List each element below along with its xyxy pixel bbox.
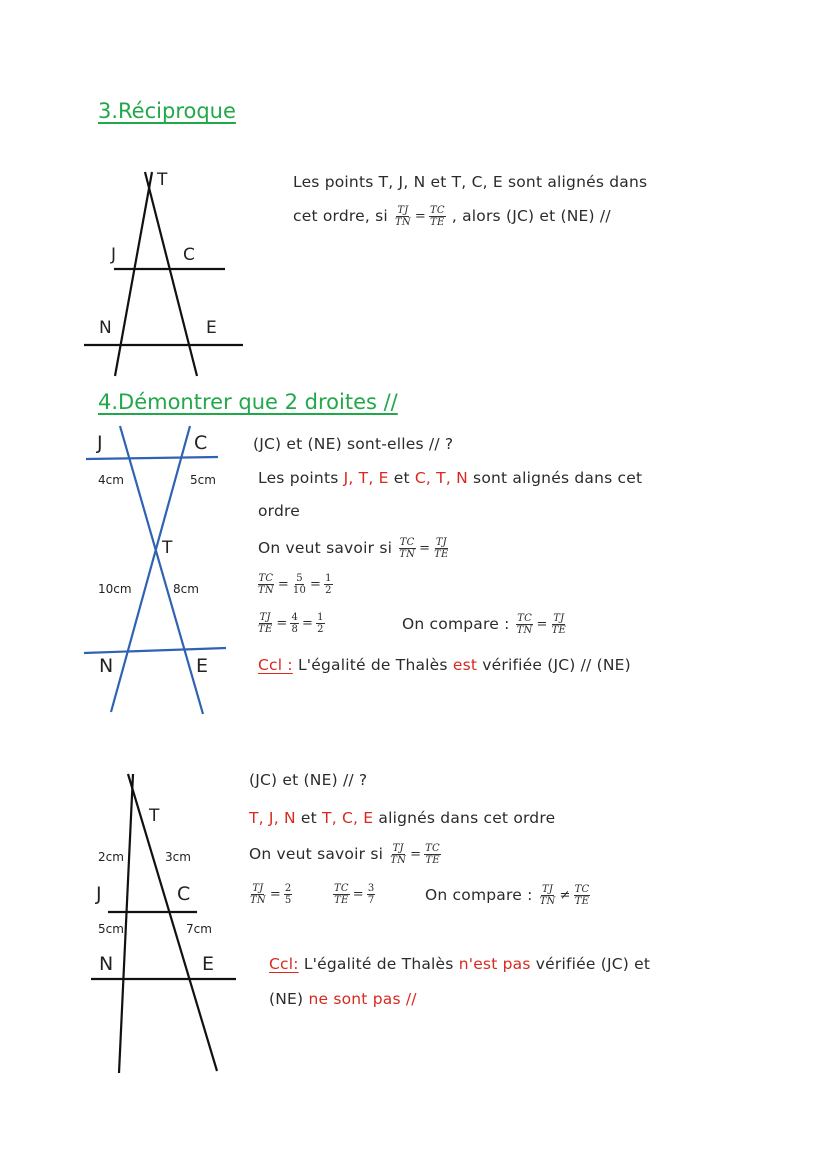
ex2-label-T: T [149,806,160,826]
ex1-compare: On compare : $\frac{TC}{TN}$ = $\frac{TJ}{TE}$ [402,613,566,636]
ex2-label-C: C [177,883,191,905]
ex1-length-TE: 8cm [173,582,199,596]
section3-heading: 3.Réciproque [98,99,236,123]
fraction-TC-TE: $\frac{TC}{TE}$ [429,205,445,228]
point-label-J: J [111,245,117,265]
ex2-label-E: E [202,953,215,975]
ex2-conclusion-line2: (NE) ne sont pas // [269,990,417,1008]
ex2-question: (JC) et (NE) // ? [249,771,368,789]
ex2-conclusion: Ccl: L'égalité de Thalès n'est pas vérifiée (JC) et [269,955,651,973]
ex2-length-JN: 5cm [98,922,124,936]
ex2-compare: On compare : $\frac{TJ}{TN}$ ≠ $\frac{TC}{TE}$ [425,884,590,907]
ex2-length-CE: 7cm [186,922,212,936]
ex1-length-TN: 10cm [98,582,132,596]
ex2-calc-TC-TE: $\frac{TC}{TE}$ = $\frac{3}{7}$ [334,883,375,906]
ex1-label-J: J [97,432,103,454]
ex1-length-JT: 4cm [98,473,124,487]
ex1-calc-TC-TN: $\frac{TC}{TN}$ = $\frac{5}{10}$ = $\frac{1}{2}$ [258,573,332,596]
ex1-want: On veut savoir si $\frac{TC}{TN}$ = $\frac{TJ}{TE}$ [258,537,449,560]
fraction-TJ-TN: $\frac{TJ}{TN}$ [395,205,411,228]
ex1-length-CT: 5cm [190,473,216,487]
ex1-conclusion: Ccl : L'égalité de Thalès est vérifiée (JC) // (NE) [258,656,631,674]
ex1-question: (JC) et (NE) sont-elles // ? [253,435,454,453]
line-JC [86,457,218,459]
reciproque-line2: cet ordre, si $\frac{TJ}{TN}$ = $\frac{TC}{TE}$ , alors (JC) et (NE) // [293,205,611,228]
ex1-label-N: N [99,655,114,677]
point-label-N: N [99,318,112,338]
ex2-length-TJ: 2cm [98,850,124,864]
ex1-calc-TJ-TE: $\frac{TJ}{TE}$ = $\frac{4}{8}$ = $\frac{1}{2}$ [258,612,324,635]
point-label-T: T [157,170,168,190]
ex2-aligned: T, J, N et T, C, E alignés dans cet ordre [249,809,556,827]
ex1-label-E: E [196,655,209,677]
ex2-want: On veut savoir si $\frac{TJ}{TN}$ = $\frac{TC}{TE}$ [249,843,440,866]
ex1-aligned-line2: ordre [258,502,300,520]
point-label-E: E [206,318,217,338]
figure-reciproque [84,172,243,376]
reciproque-line1: Les points T, J, N et T, C, E sont alignés dans [293,173,648,191]
line-JE [120,426,203,714]
ex1-label-C: C [194,432,208,454]
reciproque-conclusion: , alors (JC) et (NE) // [451,207,611,225]
section4-heading: 4.Démontrer que 2 droites // [98,390,398,414]
reciproque-si: cet ordre, si [293,207,388,225]
point-label-C: C [183,245,195,265]
ex2-length-TC: 3cm [165,850,191,864]
line-CN [111,426,190,712]
ex2-label-N: N [99,953,114,975]
ex1-label-T: T [162,538,173,558]
line-NE [84,648,226,653]
ex2-calc-TJ-TN: $\frac{TJ}{TN}$ = $\frac{2}{5}$ [250,883,292,906]
ex1-aligned: Les points J, T, E et C, T, N sont alignés dans cet [258,469,643,487]
ex2-label-J: J [96,883,102,905]
